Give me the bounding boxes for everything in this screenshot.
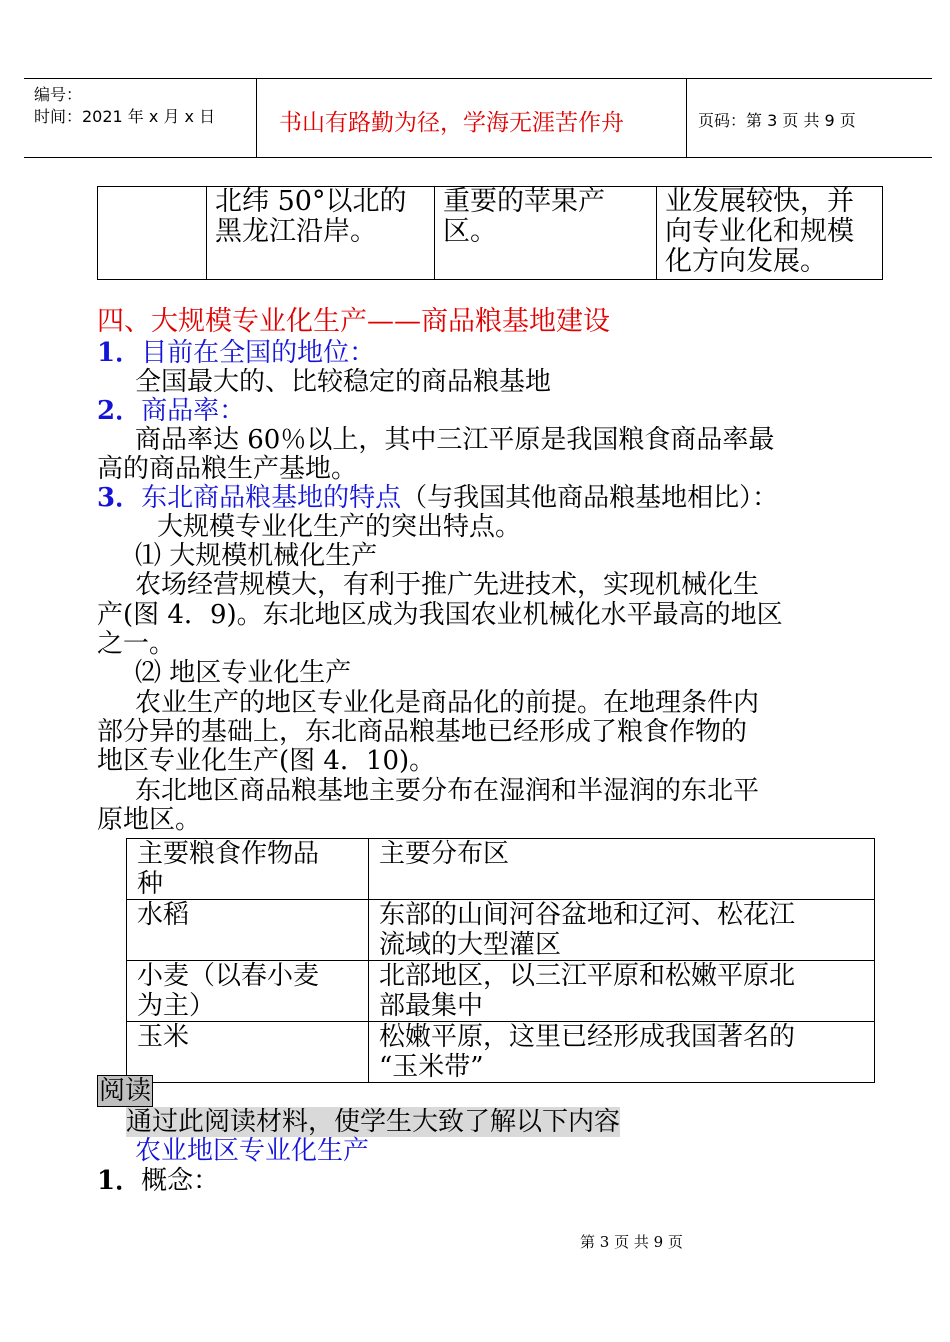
table-cell [127, 1022, 369, 1083]
reading-subtitle: 农业地区专业化生产 [135, 1136, 370, 1166]
header-page-label: 页码：第 3 页 共 9 页 [698, 111, 856, 130]
paragraph-line: 之一。 [97, 629, 176, 659]
table-header-cell [127, 839, 369, 900]
reading-intro [126, 1107, 620, 1137]
heading-tail: （与我国其他商品粮基地相比）： [401, 483, 779, 513]
paragraph-line: 东北地区商品粮基地主要分布在湿润和半湿润的东北平 [135, 776, 760, 806]
table-cell [369, 961, 875, 1022]
cell-line: 为主） [137, 991, 216, 1021]
header-serial-label: 编号： [34, 85, 83, 104]
reading-label [97, 1076, 153, 1106]
header-motto: 书山有路勤为径，学海无涯苦作舟 [279, 110, 624, 136]
header-divider-2 [686, 78, 687, 158]
cell-line: 主要分布区 [379, 839, 510, 869]
table-cell [369, 1022, 875, 1083]
cell-line: 区。 [443, 216, 497, 247]
crop-table [126, 838, 875, 1083]
header-time-label: 时间：2021 年 x 月 x 日 [34, 107, 216, 126]
table-row [127, 961, 875, 1022]
table-cell [207, 187, 435, 280]
heading-text: 东北商品粮基地的特点 [141, 483, 402, 513]
paragraph-line: 农业生产的地区专业化是商品化的前提。在地理条件内 [135, 688, 760, 718]
paragraph-line: 部分异的基础上，东北商品粮基地已经形成了粮食作物的 [97, 717, 748, 747]
header-top-rule [24, 78, 932, 79]
paragraph-line: 产(图 4．9)。东北地区成为我国农业机械化水平最高的地区 [97, 600, 783, 630]
header-divider-1 [256, 78, 257, 158]
cell-line: 东部的山间河谷盆地和辽河、松花江 [379, 900, 796, 930]
paragraph-line: 地区专业化生产(图 4．10)。 [97, 746, 436, 776]
cell-line: 流域的大型灌区 [379, 930, 562, 960]
cell-line: 松嫩平原，这里已经形成我国著名的 [379, 1022, 796, 1052]
subheading-1: ⑴ 大规模机械化生产 [135, 541, 378, 571]
table-row [98, 187, 883, 280]
heading-2 [97, 396, 245, 426]
heading-number: 1． [97, 338, 142, 368]
heading-text: 商品率： [141, 396, 246, 426]
table-cell [127, 900, 369, 961]
cell-line: 化方向发展。 [665, 246, 827, 277]
table-cell [369, 900, 875, 961]
reading-intro-text: 通过此阅读材料，使学生大致了解以下内容 [126, 1107, 621, 1137]
heading-3 [97, 483, 778, 513]
paragraph-line: 商品率达 60％以上，其中三江平原是我国粮食商品率最 [135, 425, 775, 455]
paragraph-line: 原地区。 [97, 805, 202, 835]
cell-line: 部最集中 [379, 991, 484, 1021]
cell-line: 玉米 [137, 1022, 190, 1052]
cell-line: 主要粮食作物品 [137, 839, 320, 869]
top-table [97, 186, 883, 280]
table-cell [435, 187, 657, 280]
table-cell [98, 187, 207, 280]
table-header-cell [369, 839, 875, 900]
section-title: 四、大规模专业化生产——商品粮基地建设 [97, 306, 610, 337]
paragraph: 大规模专业化生产的突出特点。 [157, 512, 522, 542]
heading-1 [97, 338, 375, 368]
reading-item-1 [97, 1166, 219, 1196]
table-row [127, 1022, 875, 1083]
paragraph-line: 高的商品粮生产基地。 [97, 454, 358, 484]
paragraph: 全国最大的、比较稳定的商品粮基地 [135, 367, 552, 397]
table-cell [127, 961, 369, 1022]
table-header-row [127, 839, 875, 900]
item-number: 1． [97, 1166, 142, 1196]
item-text: 概念： [141, 1166, 220, 1196]
table-cell [657, 187, 883, 280]
reading-label-box: 阅读 [99, 1076, 152, 1106]
cell-line: 重要的苹果产 [443, 186, 605, 217]
heading-number: 3． [97, 483, 142, 513]
paragraph-line: 农场经营规模大，有利于推广先进技术，实现机械化生 [135, 570, 760, 600]
subheading-2: ⑵ 地区专业化生产 [135, 658, 352, 688]
cell-line: 北部地区，以三江平原和松嫩平原北 [379, 961, 796, 991]
cell-line: 黑龙江沿岸。 [215, 216, 377, 247]
heading-text: 目前在全国的地位： [141, 338, 376, 368]
table-row [127, 900, 875, 961]
header-bottom-rule [24, 157, 932, 158]
page-footer: 第 3 页 共 9 页 [580, 1233, 683, 1251]
cell-line: 水稻 [137, 900, 190, 930]
cell-line: 向专业化和规模 [665, 216, 854, 247]
cell-line: 种 [137, 869, 164, 899]
cell-line: 北纬 50°以北的 [215, 186, 407, 217]
cell-line: 小麦（以春小麦 [137, 961, 320, 991]
cell-line: 业发展较快，并 [665, 186, 854, 217]
cell-line: “玉米带” [379, 1052, 484, 1082]
heading-number: 2． [97, 396, 142, 426]
